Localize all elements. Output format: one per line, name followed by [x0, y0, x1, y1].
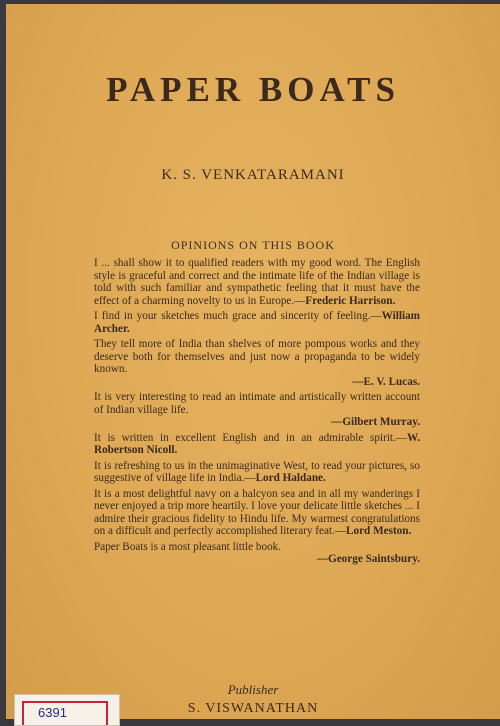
opinion-quote	[94, 310, 420, 335]
opinion-source: Lord Haldane.	[255, 472, 326, 484]
sticker-number: 6391	[22, 701, 108, 725]
book-author: K. S. VENKATARAMANI	[161, 167, 345, 183]
opinion-text: It is a most delightful navy on a halcyon sea and in all my wanderings I never enjoyed a trip more heartily. I love your delicate little sketches ... I admire their gracious fidelity to Hindu life. My warmest congratulations on a difficult and perfectly accomplished literary feat.—	[94, 487, 420, 537]
opinion-source: —E. V. Lucas.	[352, 375, 420, 388]
publisher-name: S. VISWANATHAN	[187, 701, 319, 716]
book-cover	[6, 4, 500, 719]
opinion-quote	[94, 257, 420, 307]
opinion-source: —Gilbert Murray.	[331, 416, 420, 428]
opinion-quote	[94, 432, 420, 457]
opinion-text: I find in your sketches much grace and sincerity of feeling.—	[94, 310, 382, 322]
opinion-text: It is very interesting to read an intimate and artistically written account of Indian village life.	[94, 391, 420, 416]
opinion-text: I ... shall show it to qualified readers with my good word. The English style is graceful and correct and the intimate life of the Indian village is told with such familiar and sympathetic feeling that it must have the effect of a charming novelty to us in Europe.—	[94, 257, 420, 307]
opinion-source: Lord Meston.	[346, 525, 412, 537]
opinion-text: Paper Boats is a most pleasant little book.	[94, 540, 282, 553]
opinion-text: It is written in excellent English and in an admirable spirit.—	[94, 431, 408, 444]
opinion-quote	[94, 488, 420, 538]
opinion-quote	[94, 541, 420, 566]
opinion-quote	[94, 460, 420, 485]
book-title: PAPER BOATS	[106, 70, 400, 109]
opinion-text: They tell more of India than shelves of more pompous works and they deserve both for themselves and just now a propaganda to be widely known.	[94, 338, 420, 375]
opinion-quote	[94, 391, 420, 429]
opinion-source: W. Robertson Nicoll.	[94, 431, 420, 456]
publisher-label: Publisher	[227, 682, 279, 697]
opinions-list	[94, 257, 420, 569]
opinion-source: —George Saintsbury.	[316, 553, 420, 565]
opinion-source: Frederic Harrison.	[305, 294, 396, 307]
opinions-heading: OPINIONS ON THIS BOOK	[171, 238, 335, 252]
opinion-text: It is refreshing to us in the unimaginative West, to read your pictures, so suggestive of village life in India.—	[94, 459, 420, 484]
opinion-source: William Archer.	[94, 310, 420, 335]
library-sticker	[14, 694, 120, 726]
opinion-quote	[94, 338, 420, 388]
